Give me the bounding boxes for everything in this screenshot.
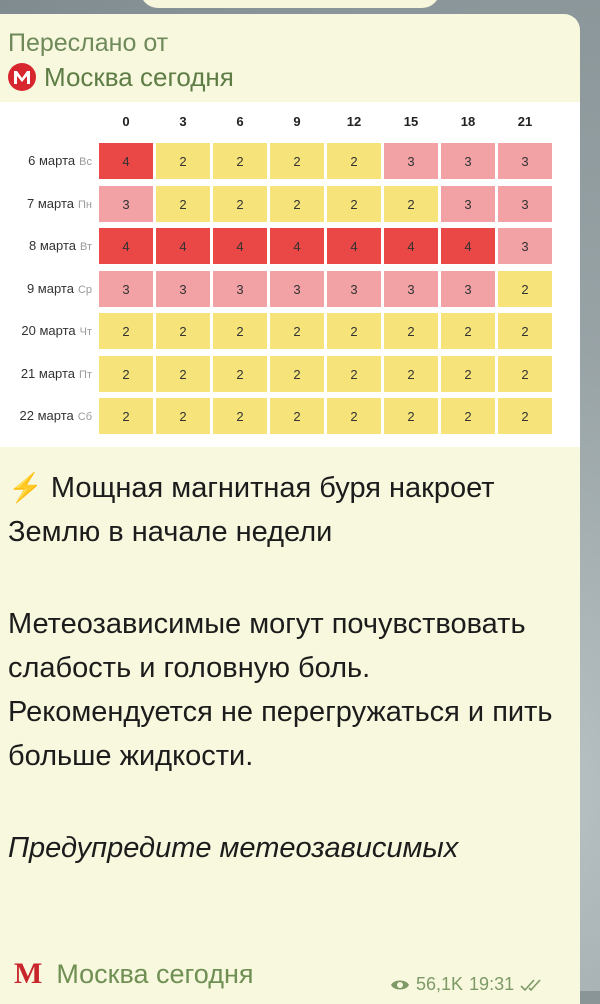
row-date: 20 марта bbox=[21, 323, 76, 338]
view-count: 56,1K bbox=[416, 974, 464, 994]
kp-index-cell: 2 bbox=[326, 185, 382, 223]
kp-index-cell: 2 bbox=[98, 312, 154, 350]
kp-index-cell: 2 bbox=[326, 397, 382, 435]
kp-index-cell: 2 bbox=[98, 397, 154, 435]
hour-header: 0 bbox=[122, 114, 130, 129]
kp-index-cell: 3 bbox=[326, 270, 382, 308]
kp-index-cell: 3 bbox=[440, 142, 496, 180]
closing-text: Предупредите метеозависимых bbox=[8, 832, 459, 864]
kp-index-cell: 3 bbox=[155, 270, 211, 308]
kp-index-cell: 2 bbox=[497, 355, 553, 393]
hour-header: 3 bbox=[179, 114, 187, 129]
hour-header: 6 bbox=[236, 114, 244, 129]
channel-signature[interactable] bbox=[14, 954, 254, 994]
row-date-label bbox=[0, 312, 96, 350]
kp-index-cell: 2 bbox=[155, 312, 211, 350]
kp-index-cell: 2 bbox=[212, 355, 268, 393]
kp-index-cell: 2 bbox=[383, 185, 439, 223]
channel-signature-name: Москва сегодня bbox=[56, 958, 254, 989]
kp-index-cell: 2 bbox=[383, 312, 439, 350]
headline bbox=[8, 466, 568, 554]
kp-index-cell: 3 bbox=[98, 270, 154, 308]
kp-index-cell: 2 bbox=[98, 355, 154, 393]
row-weekday: Ср bbox=[77, 283, 92, 296]
kp-index-cell: 2 bbox=[326, 142, 382, 180]
hour-header: 9 bbox=[293, 114, 301, 129]
kp-index-cell: 4 bbox=[440, 227, 496, 265]
kp-index-cell: 2 bbox=[440, 312, 496, 350]
kp-index-cell: 4 bbox=[155, 227, 211, 265]
row-date: 6 марта bbox=[28, 153, 76, 168]
message-time: 19:31 bbox=[469, 974, 515, 994]
hour-header: 12 bbox=[346, 114, 362, 129]
kp-index-cell: 2 bbox=[269, 397, 325, 435]
row-date-label bbox=[0, 270, 96, 308]
row-weekday: Вс bbox=[79, 156, 92, 168]
kp-index-cell: 3 bbox=[383, 270, 439, 308]
forwarded-source[interactable] bbox=[8, 60, 234, 94]
kp-index-cell: 2 bbox=[497, 270, 553, 308]
geomagnetic-forecast-table[interactable] bbox=[0, 102, 580, 447]
kp-index-cell: 4 bbox=[98, 142, 154, 180]
kp-index-cell: 3 bbox=[440, 185, 496, 223]
kp-index-cell: 2 bbox=[212, 312, 268, 350]
double-check-icon bbox=[520, 978, 546, 992]
message-meta bbox=[390, 974, 546, 995]
kp-index-cell: 3 bbox=[497, 142, 553, 180]
row-date-label bbox=[0, 355, 96, 393]
kp-index-cell: 2 bbox=[497, 397, 553, 435]
row-date-label bbox=[0, 142, 96, 180]
hour-header: 15 bbox=[403, 114, 419, 129]
kp-index-cell: 4 bbox=[269, 227, 325, 265]
row-date: 7 марта bbox=[27, 195, 75, 211]
lightning-icon: ⚡ bbox=[8, 472, 43, 503]
kp-index-cell: 2 bbox=[497, 312, 553, 350]
body-text: Метеозависимые могут почувствовать слабость и головную боль. Рекомендуется не перегружаться и пить больше жидкости. bbox=[8, 608, 553, 772]
kp-index-cell: 2 bbox=[326, 355, 382, 393]
kp-index-cell: 2 bbox=[383, 355, 439, 393]
kp-index-cell: 3 bbox=[98, 185, 154, 223]
kp-index-cell: 2 bbox=[269, 312, 325, 350]
channel-logo-icon bbox=[8, 63, 36, 91]
channel-m-logo-icon: M bbox=[14, 957, 43, 990]
message-bubble[interactable] bbox=[0, 14, 580, 1004]
kp-index-cell: 2 bbox=[212, 142, 268, 180]
row-weekday: Вт bbox=[79, 241, 92, 253]
kp-index-cell: 3 bbox=[440, 270, 496, 308]
kp-index-cell: 2 bbox=[155, 355, 211, 393]
kp-index-cell: 2 bbox=[383, 397, 439, 435]
row-date-label bbox=[0, 227, 96, 265]
row-weekday: Сб bbox=[77, 411, 92, 423]
forwarded-label: Переслано от bbox=[8, 29, 169, 57]
hour-header: 18 bbox=[460, 114, 476, 129]
kp-index-cell: 2 bbox=[440, 355, 496, 393]
kp-index-cell: 2 bbox=[269, 355, 325, 393]
headline-text: Мощная магнитная буря накроет Землю в начале недели bbox=[8, 472, 495, 548]
kp-index-cell: 2 bbox=[269, 142, 325, 180]
row-date: 9 марта bbox=[26, 280, 74, 296]
views-eye-icon bbox=[390, 978, 410, 992]
kp-index-cell: 2 bbox=[212, 185, 268, 223]
previous-message-edge bbox=[140, 0, 440, 8]
kp-index-cell: 4 bbox=[212, 227, 268, 265]
hour-header: 21 bbox=[517, 114, 533, 129]
kp-index-cell: 2 bbox=[212, 397, 268, 435]
kp-index-cell: 2 bbox=[440, 397, 496, 435]
kp-index-cell: 4 bbox=[326, 227, 382, 265]
forwarded-source-name: Москва сегодня bbox=[44, 61, 234, 92]
kp-index-cell: 3 bbox=[212, 270, 268, 308]
row-weekday: Чт bbox=[79, 326, 92, 338]
message-text bbox=[8, 466, 568, 870]
row-date-label bbox=[0, 185, 96, 223]
kp-index-cell: 2 bbox=[269, 185, 325, 223]
kp-index-cell: 2 bbox=[155, 397, 211, 435]
kp-index-cell: 3 bbox=[383, 142, 439, 180]
kp-index-cell: 3 bbox=[497, 227, 553, 265]
kp-index-cell: 2 bbox=[155, 142, 211, 180]
row-date: 21 марта bbox=[20, 365, 76, 381]
kp-index-cell: 3 bbox=[269, 270, 325, 308]
kp-index-cell: 2 bbox=[326, 312, 382, 350]
row-date: 8 марта bbox=[28, 238, 76, 253]
kp-index-cell: 4 bbox=[98, 227, 154, 265]
row-weekday: Пн bbox=[78, 198, 92, 211]
row-date: 22 марта bbox=[19, 408, 74, 423]
kp-index-cell: 4 bbox=[383, 227, 439, 265]
kp-index-cell: 2 bbox=[155, 185, 211, 223]
row-weekday: Пт bbox=[79, 368, 92, 381]
row-date-label bbox=[0, 397, 96, 435]
kp-index-cell: 3 bbox=[497, 185, 553, 223]
